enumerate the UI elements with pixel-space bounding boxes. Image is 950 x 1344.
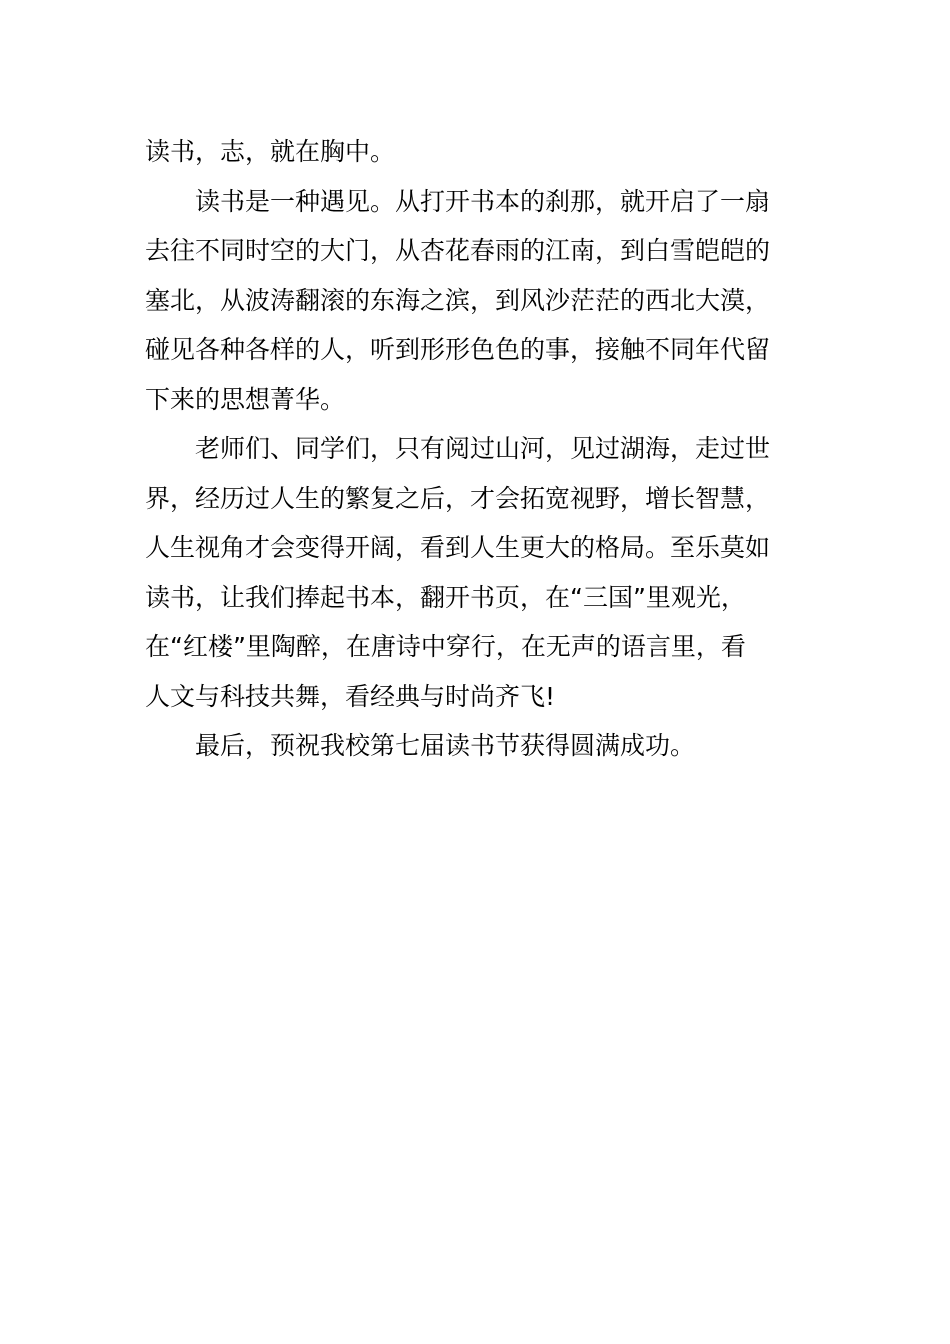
paragraph-1-line-1: 读书，志，就在胸中。 — [145, 137, 396, 166]
paragraph-3-line-2: 界，经历过人生的繁复之后，才会拓宽视野，增长智慧， — [145, 483, 771, 513]
paragraph-2-line-3: 塞北，从波涛翻滚的东海之滨，到风沙茫茫的西北大漠， — [145, 285, 771, 315]
paragraph-3-line-5: 在“红楼”里陶醉，在唐诗中穿行，在无声的语言里，看 — [145, 632, 746, 661]
paragraph-4-line-1: 最后，预祝我校第七届读书节获得圆满成功。 — [195, 731, 696, 760]
paragraph-3-line-6: 人文与科技共舞，看经典与时尚齐飞! — [145, 681, 556, 711]
paragraph-2-line-4: 碰见各种各样的人，听到形形色色的事，接触不同年代留 — [145, 335, 771, 364]
paragraph-2-line-1: 读书是一种遇见。从打开书本的刹那，就开启了一扇 — [195, 186, 771, 216]
paragraph-3-line-4: 读书，让我们捧起书本，翻开书页，在“三国”里观光， — [145, 582, 746, 612]
paragraph-3-line-3: 人生视角才会变得开阔，看到人生更大的格局。至乐莫如 — [145, 533, 771, 562]
paragraph-2-line-5: 下来的思想菁华。 — [145, 384, 346, 414]
document-body — [145, 127, 785, 771]
paragraph-2-line-2: 去往不同时空的大门，从杏花春雨的江南，到白雪皑皑的 — [145, 236, 771, 265]
paragraph-3-line-1: 老师们、同学们，只有阅过山河，见过湖海，走过世 — [195, 434, 771, 463]
